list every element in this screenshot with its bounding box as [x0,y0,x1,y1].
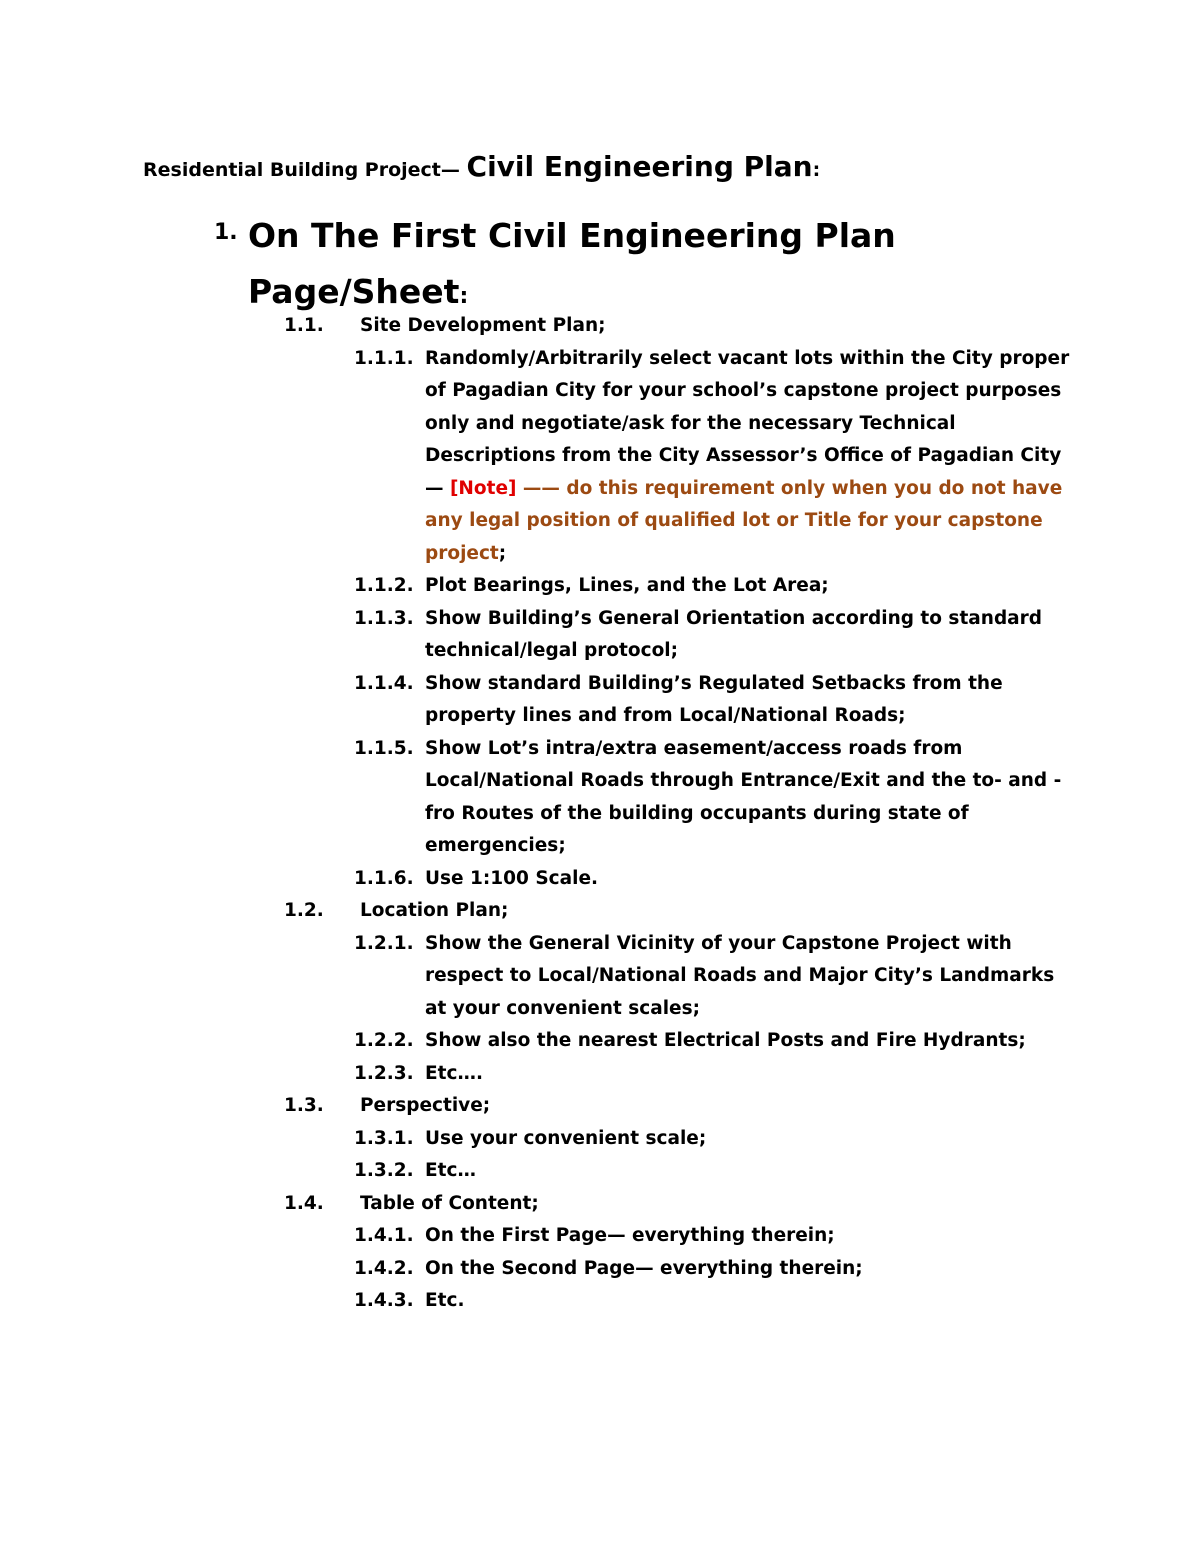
outline-item-1-4-1 [354,1220,1074,1253]
outline-item-1-4-2 [354,1253,1074,1286]
outline-item-1-1-6 [354,863,1074,896]
outline-item-1-2-2 [354,1025,1074,1058]
section-heading-label: On The First Civil Engineering Plan Page/Sheet [248,216,896,311]
title-prefix: Residential Building Project [143,159,441,181]
outline-item-1-1-4 [354,668,1074,733]
outline-item-1-1-2 [354,570,1074,603]
item-text: Use your convenient scale; [425,1127,707,1149]
outline-item-1-2-3 [354,1058,1074,1091]
title-dash: — [440,159,460,181]
item-text: On the Second Page— everything therein; [425,1257,863,1279]
section-heading-colon: : [459,284,469,309]
item-number: 1.1.1. [354,347,414,369]
item-title: Location Plan; [360,900,509,921]
item-text: Show Lot’s intra/extra easement/access roads from Local/National Roads through Entrance/Exit and the to- and -fro Routes of the building occupants during state of emergencies; [425,737,1062,856]
outline-item-1-1 [284,310,1104,343]
item-number: 1.2. [284,900,324,921]
item-text: On the First Page— everything therein; [425,1225,835,1246]
outline-item-1-2-1 [354,928,1074,1026]
title-main: Civil Engineering Plan [466,150,813,183]
outline-list [0,310,1200,1318]
outline-item-1-3-2 [354,1155,1074,1188]
item-number: 1.1.5. [354,737,414,759]
note-dash-2: —— [516,477,567,499]
item-number: 1.4.3. [354,1290,414,1311]
item-title: Site Development Plan; [360,315,606,336]
item-number: 1.1.6. [354,867,414,889]
item-number: 1.1.4. [354,672,414,694]
outline-item-1-1-1 [354,343,1074,571]
note-end: ; [498,542,507,564]
item-number: 1.1. [284,315,324,336]
item-number: 1.3.1. [354,1127,414,1149]
item-text: Etc. [425,1290,465,1311]
item-text: Etc… [425,1160,476,1181]
outline-item-1-2 [284,895,1104,928]
item-number: 1.4. [284,1192,324,1214]
item-title: Table of Content; [360,1192,539,1214]
outline-item-1-4-3 [354,1285,1074,1318]
item-text: Plot Bearings, Lines, and the Lot Area; [425,575,829,596]
item-text: Etc…. [425,1062,483,1084]
note-label: [Note] [449,477,517,499]
item-number: 1.2.1. [354,932,414,954]
outline-item-1-3 [284,1090,1104,1123]
item-text: Use 1:100 Scale. [425,867,599,889]
item-number: 1.3.2. [354,1160,414,1181]
section-number: 1. [214,220,238,245]
item-text [425,343,1074,571]
item-main-text: Randomly/Arbitrarily select vacant lots within the City proper of Pagadian City for your school’s capstone project purposes only and negotiate/ask for the necessary Technical Descriptions from the City Assessor’s Office of Pagadian City [425,347,1070,466]
item-text: Show Building’s General Orientation according to standard technical/legal protocol; [425,607,1043,661]
item-number: 1.4.2. [354,1257,414,1279]
outline-item-1-3-1 [354,1123,1074,1156]
item-number: 1.1.2. [354,575,414,596]
item-number: 1.1.3. [354,607,414,629]
note-text: do this requirement only when you do not have any legal position of qualified lot or Title for your capstone project [425,477,1063,564]
outline-item-1-4 [284,1188,1104,1221]
item-number: 1.3. [284,1095,324,1116]
item-number: 1.4.1. [354,1225,414,1246]
outline-item-1-1-5 [354,733,1074,863]
title-colon: : [812,159,821,181]
outline-item-1-1-3 [354,603,1074,668]
item-title: Perspective; [360,1095,491,1116]
document-title [143,150,820,183]
item-number: 1.2.2. [354,1030,414,1051]
note-dash: — [425,477,450,499]
item-text: Show also the nearest Electrical Posts and Fire Hydrants; [425,1030,1026,1051]
item-number: 1.2.3. [354,1062,414,1084]
section-heading-text [248,208,1008,325]
item-text: Show the General Vicinity of your Capstone Project with respect to Local/National Roads and Major City’s Landmarks at your convenient scales; [425,932,1055,1019]
item-text: Show standard Building’s Regulated Setbacks from the property lines and from Local/National Roads; [425,672,1003,726]
